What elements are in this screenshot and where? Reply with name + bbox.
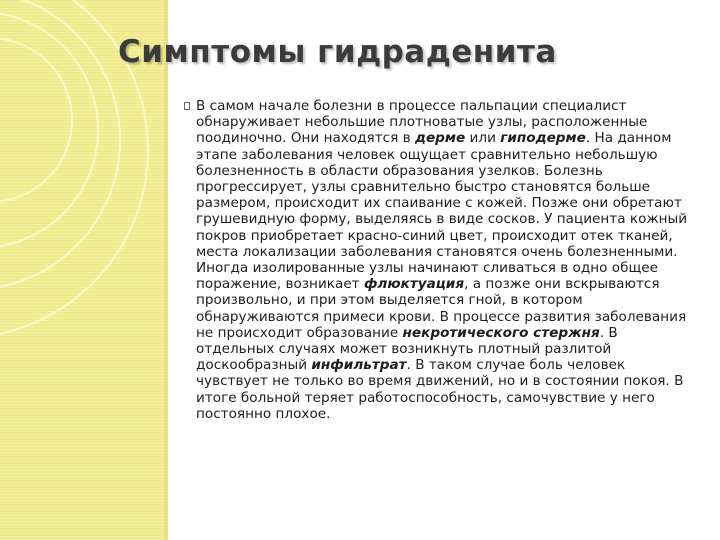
bullet-icon <box>184 102 190 110</box>
body-text-1: В самом начале болезни в процессе пальпации специалист обнаруживает небольшие плотноватые узлы, расположенные поодиночно. Они находятся в <box>196 98 648 147</box>
band-edge-stripe <box>164 0 168 540</box>
body-text-5: . В отдельных случаях может возникнуть плотный разлитой доскообразный <box>196 324 618 374</box>
deco-circle-2 <box>0 12 98 248</box>
body-text-6: . В таком случае боль человек чувствует не только во время движений, но и в состоянии покоя. В итоге больной теряет работоспособность, самочувствие у него постоянно плохое. <box>196 357 684 422</box>
decorative-yellow-band <box>0 0 164 540</box>
body-text-4: , а позже они вскрываются произвольно, и при этом выделяется гной, в котором обнаруживаются примеси крови. В процессе развития заболевания не происходит образование <box>196 276 687 341</box>
term-fluctuation: флюктуация <box>363 276 465 293</box>
term-necrotic-core: некротического стержня <box>402 324 600 341</box>
slide-title: Симптомы гидраденита <box>118 34 557 70</box>
body-text-3: . На данном этапе заболевания человек ощущает сравнительно небольшую болезненность в области образования узелков. Болезнь прогрессирует, узлы сравнительно быстро становятся больше размером, происходит их спаивание с кожей. Позже они обретают грушевидную форму, выделяясь в виде сосков. У пациента кожный покров приобретает красно-синий цвет, происходит отек тканей, места локализации заболевания становятся очень болезненными. Иногда изолированные узлы начинают сливаться в одно общее поражение, возникает <box>196 130 688 293</box>
decorative-circles <box>0 0 164 540</box>
deco-circle-1 <box>0 38 72 202</box>
body-paragraph <box>196 98 696 422</box>
slide-body <box>196 98 696 422</box>
term-derma: дерме <box>414 130 466 147</box>
term-hypoderma: гиподерме <box>500 130 586 147</box>
body-text-2: или <box>465 130 501 147</box>
term-infiltrate: инфильтрат <box>311 357 407 374</box>
